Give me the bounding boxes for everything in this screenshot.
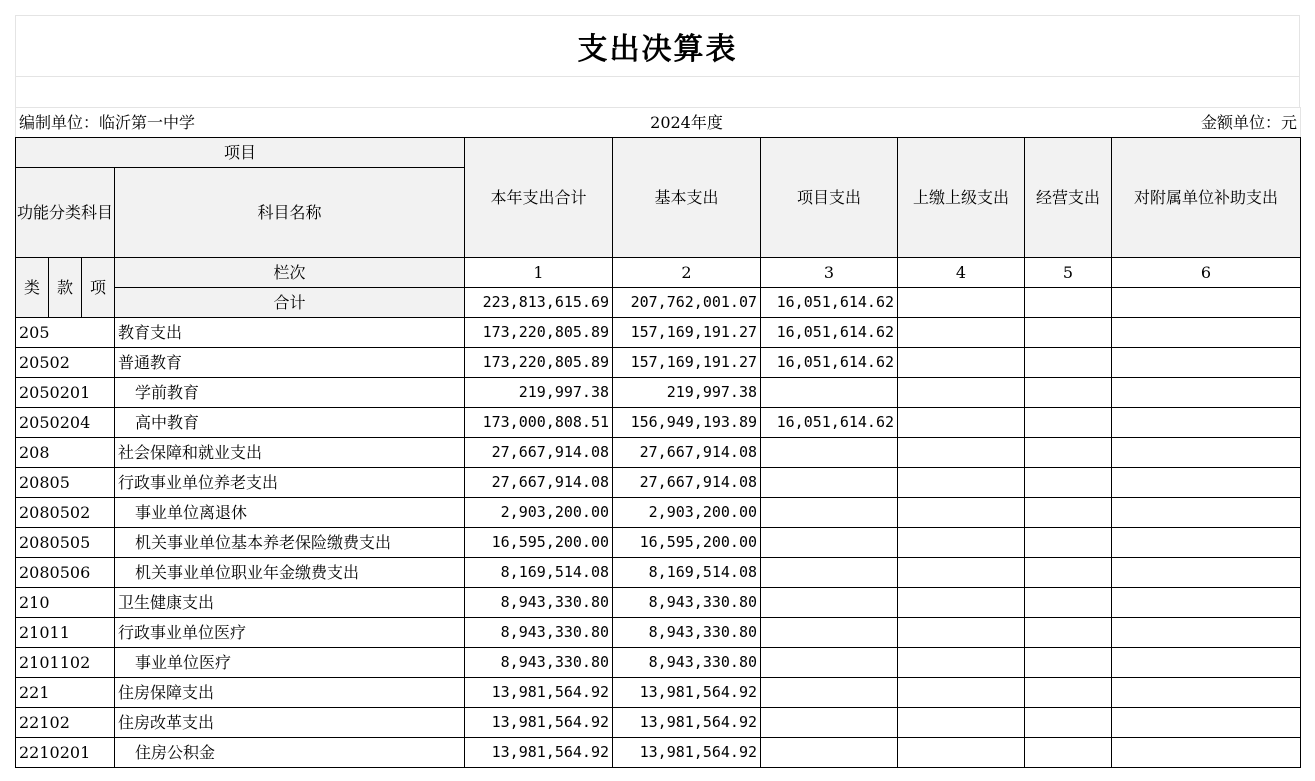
row-project: [761, 708, 898, 738]
row-subject-name: 学前教育: [115, 378, 465, 408]
row-project: [761, 468, 898, 498]
row-subsidy: [1112, 438, 1301, 468]
row-upper: [898, 558, 1025, 588]
row-business: [1025, 558, 1112, 588]
row-code: 2050201: [16, 378, 115, 408]
row-total: 13,981,564.92: [465, 708, 613, 738]
data-rows: [16, 318, 1301, 768]
header-col-business: 经营支出: [1025, 138, 1112, 258]
row-total: 27,667,914.08: [465, 438, 613, 468]
header-col-total: 本年支出合计: [465, 138, 613, 258]
row-total: 8,943,330.80: [465, 618, 613, 648]
row-subsidy: [1112, 408, 1301, 438]
row-business: [1025, 438, 1112, 468]
row-subsidy: [1112, 468, 1301, 498]
row-code: 221: [16, 678, 115, 708]
row-upper: [898, 378, 1025, 408]
row-subject-name: 住房公积金: [115, 738, 465, 768]
row-project: [761, 378, 898, 408]
row-upper: [898, 738, 1025, 768]
total-cell-project: 16,051,614.62: [761, 288, 898, 318]
row-subject-name: 住房改革支出: [115, 708, 465, 738]
row-business: [1025, 378, 1112, 408]
table-row: [16, 498, 1301, 528]
row-code: 2050204: [16, 408, 115, 438]
table-row: [16, 438, 1301, 468]
row-basic: 156,949,193.89: [613, 408, 761, 438]
row-project: [761, 438, 898, 468]
header-kuan: 款: [49, 258, 82, 318]
col-number-5: 5: [1025, 258, 1112, 288]
header-col-project: 项目支出: [761, 138, 898, 258]
row-basic: 27,667,914.08: [613, 438, 761, 468]
row-subsidy: [1112, 708, 1301, 738]
row-code: 2080502: [16, 498, 115, 528]
row-basic: 13,981,564.92: [613, 738, 761, 768]
row-upper: [898, 588, 1025, 618]
row-subject-name: 行政事业单位医疗: [115, 618, 465, 648]
row-project: [761, 588, 898, 618]
row-project: 16,051,614.62: [761, 348, 898, 378]
row-business: [1025, 678, 1112, 708]
row-basic: 13,981,564.92: [613, 708, 761, 738]
row-basic: 27,667,914.08: [613, 468, 761, 498]
row-subject-name: 事业单位离退休: [115, 498, 465, 528]
row-subject-name: 行政事业单位养老支出: [115, 468, 465, 498]
row-code: 210: [16, 588, 115, 618]
row-business: [1025, 588, 1112, 618]
row-basic: 16,595,200.00: [613, 528, 761, 558]
row-business: [1025, 708, 1112, 738]
table-row: [16, 558, 1301, 588]
table-row: [16, 648, 1301, 678]
header-row-1: [16, 138, 1301, 168]
row-subsidy: [1112, 348, 1301, 378]
row-project: [761, 738, 898, 768]
row-subsidy: [1112, 498, 1301, 528]
row-subsidy: [1112, 648, 1301, 678]
row-business: [1025, 408, 1112, 438]
row-total: 8,943,330.80: [465, 588, 613, 618]
row-business: [1025, 618, 1112, 648]
row-upper: [898, 408, 1025, 438]
row-subsidy: [1112, 738, 1301, 768]
row-project: [761, 678, 898, 708]
row-subject-name: 社会保障和就业支出: [115, 438, 465, 468]
row-code: 2101102: [16, 648, 115, 678]
year-label: 2024年度: [613, 108, 761, 138]
row-upper: [898, 318, 1025, 348]
row-total: 13,981,564.92: [465, 678, 613, 708]
col-number-2: 2: [613, 258, 761, 288]
row-basic: 8,943,330.80: [613, 648, 761, 678]
row-basic: 8,943,330.80: [613, 618, 761, 648]
col-number-1: 1: [465, 258, 613, 288]
row-subject-name: 事业单位医疗: [115, 648, 465, 678]
header-subject-name: 科目名称: [115, 168, 465, 258]
row-subsidy: [1112, 678, 1301, 708]
currency-label: 金额单位：元: [1112, 108, 1301, 138]
meta-row: [16, 108, 1301, 138]
row-code: 21011: [16, 618, 115, 648]
row-code: 20502: [16, 348, 115, 378]
row-code: 205: [16, 318, 115, 348]
row-subject-name: 高中教育: [115, 408, 465, 438]
row-project: [761, 648, 898, 678]
row-subject-name: 住房保障支出: [115, 678, 465, 708]
table-row: [16, 588, 1301, 618]
row-upper: [898, 678, 1025, 708]
table-row: [16, 738, 1301, 768]
header-lei: 类: [16, 258, 49, 318]
meta-blank: [761, 108, 898, 138]
row-project: 16,051,614.62: [761, 408, 898, 438]
row-business: [1025, 648, 1112, 678]
table-row: [16, 378, 1301, 408]
row-project: [761, 618, 898, 648]
row-business: [1025, 468, 1112, 498]
row-business: [1025, 498, 1112, 528]
table-row: [16, 348, 1301, 378]
header-row-3: [16, 258, 1301, 288]
row-code: 208: [16, 438, 115, 468]
row-upper: [898, 468, 1025, 498]
row-total: 8,943,330.80: [465, 648, 613, 678]
total-label: 合计: [115, 288, 465, 318]
row-project: 16,051,614.62: [761, 318, 898, 348]
header-col-upper: 上缴上级支出: [898, 138, 1025, 258]
row-business: [1025, 528, 1112, 558]
table-row: [16, 708, 1301, 738]
row-total: 173,220,805.89: [465, 348, 613, 378]
col-number-6: 6: [1112, 258, 1301, 288]
expenditure-table: [15, 107, 1301, 768]
row-code: 2210201: [16, 738, 115, 768]
row-total: 16,595,200.00: [465, 528, 613, 558]
total-cell-business: [1025, 288, 1112, 318]
table-row: [16, 408, 1301, 438]
table-row: [16, 528, 1301, 558]
row-total: 173,220,805.89: [465, 318, 613, 348]
unit-label: 编制单位：临沂第一中学: [16, 108, 613, 138]
header-project: 项目: [16, 138, 465, 168]
table-row: [16, 618, 1301, 648]
row-total: 2,903,200.00: [465, 498, 613, 528]
table-row: [16, 318, 1301, 348]
row-basic: 8,169,514.08: [613, 558, 761, 588]
row-code: 2080506: [16, 558, 115, 588]
total-row: [16, 288, 1301, 318]
row-subject-name: 机关事业单位职业年金缴费支出: [115, 558, 465, 588]
row-upper: [898, 498, 1025, 528]
row-basic: 13,981,564.92: [613, 678, 761, 708]
row-code: 2080505: [16, 528, 115, 558]
row-subsidy: [1112, 318, 1301, 348]
row-upper: [898, 438, 1025, 468]
row-project: [761, 558, 898, 588]
row-basic: 157,169,191.27: [613, 318, 761, 348]
total-cell-upper: [898, 288, 1025, 318]
row-total: 219,997.38: [465, 378, 613, 408]
row-code: 20805: [16, 468, 115, 498]
row-business: [1025, 318, 1112, 348]
row-subject-name: 普通教育: [115, 348, 465, 378]
row-total: 13,981,564.92: [465, 738, 613, 768]
row-total: 8,169,514.08: [465, 558, 613, 588]
row-basic: 157,169,191.27: [613, 348, 761, 378]
row-subject-name: 教育支出: [115, 318, 465, 348]
total-cell-total: 223,813,615.69: [465, 288, 613, 318]
row-total: 27,667,914.08: [465, 468, 613, 498]
col-number-4: 4: [898, 258, 1025, 288]
row-basic: 219,997.38: [613, 378, 761, 408]
total-cell-basic: 207,762,001.07: [613, 288, 761, 318]
row-upper: [898, 528, 1025, 558]
row-upper: [898, 708, 1025, 738]
row-project: [761, 528, 898, 558]
meta-blank: [898, 108, 1025, 138]
table-row: [16, 468, 1301, 498]
row-subject-name: 机关事业单位基本养老保险缴费支出: [115, 528, 465, 558]
table-row: [16, 678, 1301, 708]
row-business: [1025, 348, 1112, 378]
row-basic: 2,903,200.00: [613, 498, 761, 528]
header-col-basic: 基本支出: [613, 138, 761, 258]
row-upper: [898, 348, 1025, 378]
row-project: [761, 498, 898, 528]
row-subsidy: [1112, 558, 1301, 588]
expenditure-sheet: [15, 15, 1300, 768]
meta-blank: [1025, 108, 1112, 138]
row-upper: [898, 618, 1025, 648]
col-number-3: 3: [761, 258, 898, 288]
blank-row: [15, 76, 1300, 107]
row-subsidy: [1112, 378, 1301, 408]
row-code: 22102: [16, 708, 115, 738]
header-xiang: 项: [82, 258, 115, 318]
header-col-subsidy: 对附属单位补助支出: [1112, 138, 1301, 258]
row-subsidy: [1112, 588, 1301, 618]
header-lan-ci: 栏次: [115, 258, 465, 288]
header-func-class: 功能分类科目: [16, 168, 115, 258]
row-upper: [898, 648, 1025, 678]
row-subsidy: [1112, 618, 1301, 648]
row-basic: 8,943,330.80: [613, 588, 761, 618]
total-cell-subsidy: [1112, 288, 1301, 318]
page-title: 支出决算表: [15, 15, 1300, 76]
row-business: [1025, 738, 1112, 768]
row-subject-name: 卫生健康支出: [115, 588, 465, 618]
row-subsidy: [1112, 528, 1301, 558]
row-total: 173,000,808.51: [465, 408, 613, 438]
